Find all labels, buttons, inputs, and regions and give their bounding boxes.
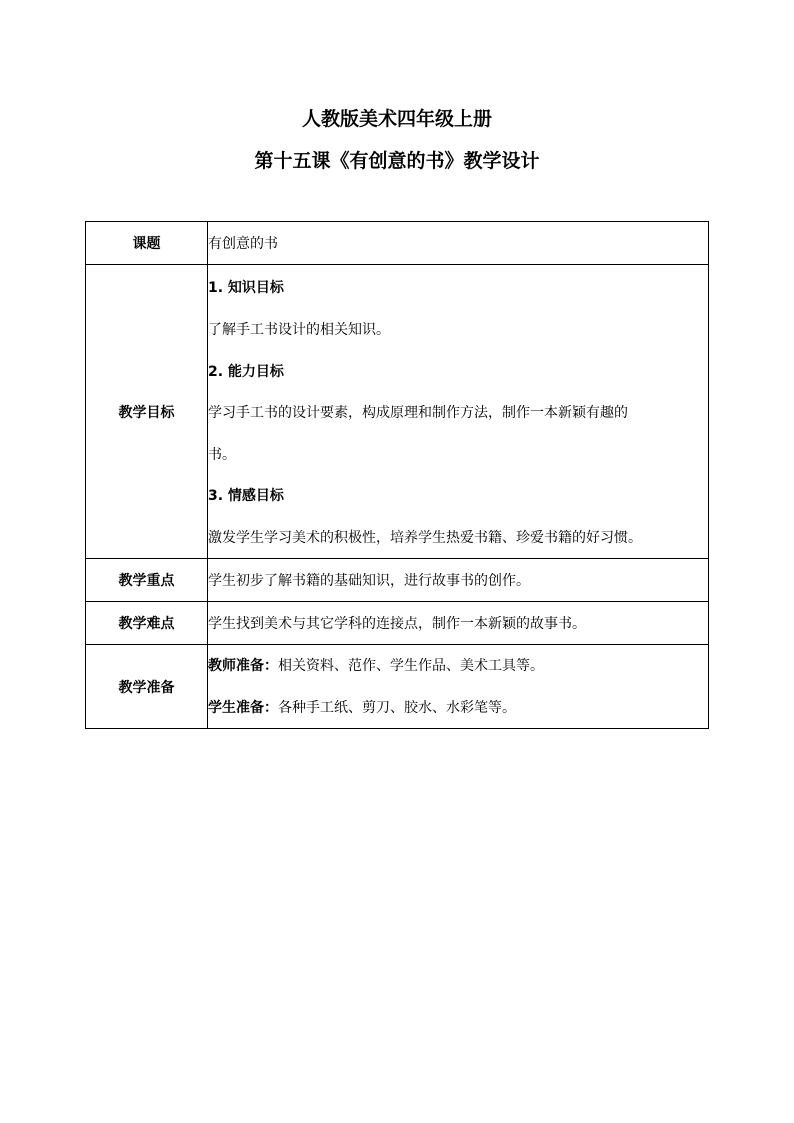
table-row-key-point	[86, 559, 709, 602]
goals-label: 教学目标	[86, 265, 208, 559]
ability-goal-text: 学习手工书的设计要素，构成原理和制作方法，制作一本新颖有趣的	[208, 404, 628, 421]
teacher-preparation-key: 教师准备：	[208, 657, 278, 674]
ability-goal-title: 2. 能力目标	[208, 363, 284, 380]
goals-content	[208, 265, 709, 559]
document-title: 人教版美术四年级上册	[301, 108, 492, 130]
student-preparation-key: 学生准备：	[208, 699, 278, 716]
table-row-goals	[86, 265, 709, 559]
emotion-goal-text: 激发学生学习美术的积极性，培养学生热爱书籍、珍爱书籍的好习惯。	[208, 529, 642, 546]
difficulty-label: 教学难点	[86, 602, 208, 645]
teacher-preparation	[208, 656, 708, 676]
topic-value: 有创意的书	[208, 222, 709, 265]
knowledge-goal-text: 了解手工书设计的相关知识。	[208, 321, 390, 338]
table-row-difficulty	[86, 602, 709, 645]
preparation-label: 教学准备	[86, 645, 208, 729]
document-subtitle: 第十五课《有创意的书》教学设计	[254, 150, 540, 172]
preparation-content	[208, 645, 709, 729]
ability-goal-text-continued: 书。	[208, 446, 236, 463]
topic-label: 课题	[86, 222, 208, 265]
emotion-goal-title: 3. 情感目标	[208, 487, 284, 504]
lesson-plan-table	[85, 221, 709, 729]
table-row-preparation	[86, 645, 709, 729]
difficulty-value: 学生找到美术与其它学科的连接点，制作一本新颖的故事书。	[208, 602, 709, 645]
student-preparation-value: 各种手工纸、剪刀、胶水、水彩笔等。	[278, 699, 516, 716]
knowledge-goal-title: 1. 知识目标	[208, 279, 284, 296]
student-preparation	[208, 698, 708, 718]
teacher-preparation-value: 相关资料、范作、学生作品、美术工具等。	[278, 657, 544, 674]
table-row-topic	[86, 222, 709, 265]
key-point-value: 学生初步了解书籍的基础知识，进行故事书的创作。	[208, 559, 709, 602]
key-point-label: 教学重点	[86, 559, 208, 602]
